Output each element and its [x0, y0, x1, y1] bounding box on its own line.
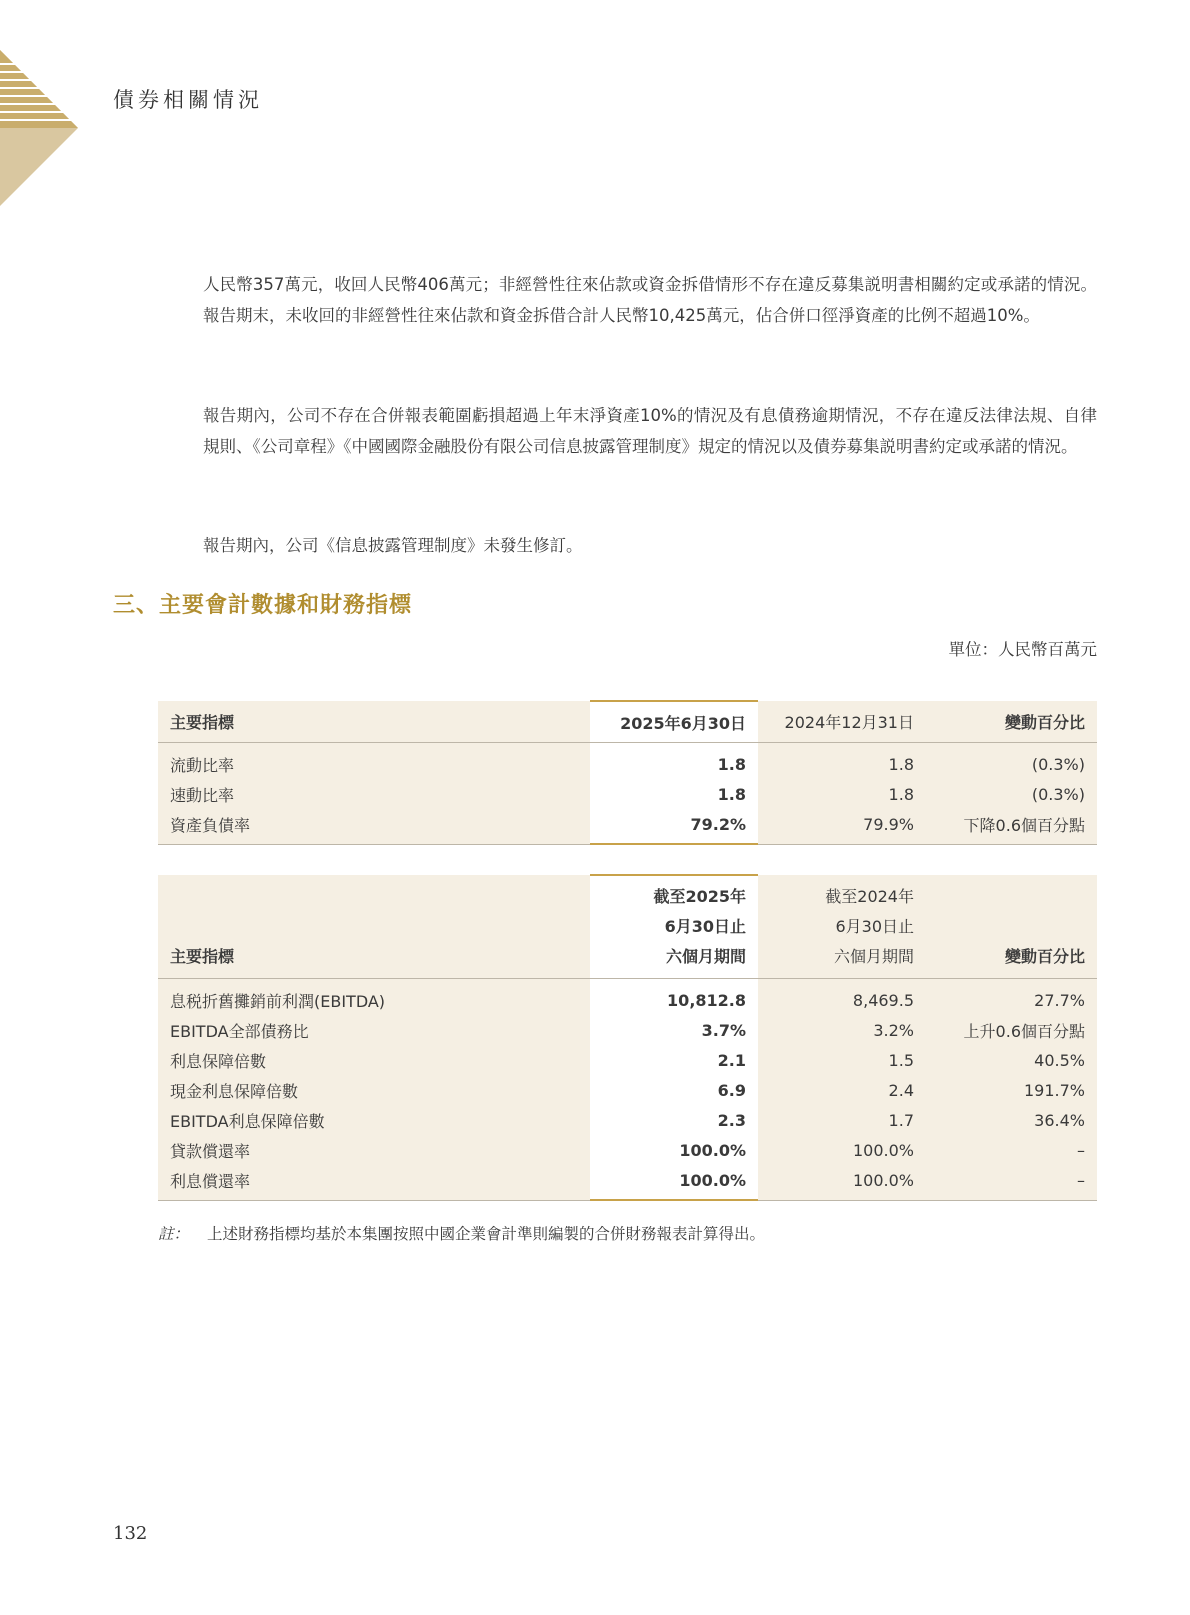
indicator-cell: 貸款償還率: [158, 1135, 590, 1165]
current-value-cell: 100.0%: [590, 1165, 758, 1200]
corner-decoration: [0, 0, 80, 210]
header-line: 6月30日止: [664, 917, 746, 936]
header-line: 6月30日止: [835, 917, 914, 936]
table-row: [158, 1105, 1097, 1135]
table-row: [158, 1075, 1097, 1105]
section-heading: 三、主要會計數據和財務指標: [113, 593, 413, 618]
indicator-cell: 流動比率: [158, 743, 590, 780]
prior-value-cell: 1.8: [758, 779, 926, 809]
change-cell: 191.7%: [926, 1075, 1097, 1105]
change-cell: –: [926, 1135, 1097, 1165]
earnings-ratio-table: [158, 874, 1097, 1201]
indicator-cell: EBITDA全部債務比: [158, 1015, 590, 1045]
page-number: 132: [113, 1523, 148, 1544]
table-header-row: [158, 875, 1097, 979]
change-cell: 27.7%: [926, 979, 1097, 1016]
indicator-cell: 息税折舊攤銷前利潤(EBITDA): [158, 979, 590, 1016]
indicator-cell: 速動比率: [158, 779, 590, 809]
table-row: [158, 1165, 1097, 1200]
table-header-row: [158, 701, 1097, 743]
prior-value-cell: 3.2%: [758, 1015, 926, 1045]
table-row: [158, 1015, 1097, 1045]
header-current-period: [590, 875, 758, 979]
change-cell: (0.3%): [926, 779, 1097, 809]
prior-value-cell: 79.9%: [758, 809, 926, 844]
table-row: [158, 1045, 1097, 1075]
indicator-cell: EBITDA利息保障倍數: [158, 1105, 590, 1135]
page-header-title: 債券相關情況: [113, 88, 263, 112]
current-value-cell: 6.9: [590, 1075, 758, 1105]
header-line: 六個月期間: [833, 947, 914, 966]
current-value-cell: 3.7%: [590, 1015, 758, 1045]
current-value-cell: 100.0%: [590, 1135, 758, 1165]
indicator-cell: 資產負債率: [158, 809, 590, 844]
table-row: [158, 979, 1097, 1016]
indicator-cell: 利息償還率: [158, 1165, 590, 1200]
prior-value-cell: 8,469.5: [758, 979, 926, 1016]
current-value-cell: 2.1: [590, 1045, 758, 1075]
prior-value-cell: 1.7: [758, 1105, 926, 1135]
header-indicator: 主要指標: [158, 875, 590, 979]
table-row: [158, 1135, 1097, 1165]
prior-value-cell: 100.0%: [758, 1135, 926, 1165]
change-cell: –: [926, 1165, 1097, 1200]
footnote-label: 註：: [158, 1225, 190, 1243]
prior-value-cell: 100.0%: [758, 1165, 926, 1200]
paragraph-1: 人民幣357萬元，收回人民幣406萬元；非經營性往來佔款或資金拆借情形不存在違反募集説明書相關約定或承諾的情況。報告期末，未收回的非經營性往來佔款和資金拆借合計人民幣10,425萬元，佔合併口徑淨資產的比例不超過10%。: [203, 275, 1097, 325]
prior-value-cell: 2.4: [758, 1075, 926, 1105]
change-cell: 36.4%: [926, 1105, 1097, 1135]
prior-value-cell: 1.5: [758, 1045, 926, 1075]
header-line: 截至2024年: [825, 887, 914, 906]
current-value-cell: 1.8: [590, 779, 758, 809]
change-cell: 40.5%: [926, 1045, 1097, 1075]
unit-label: 單位：人民幣百萬元: [948, 640, 1097, 659]
current-value-cell: 79.2%: [590, 809, 758, 844]
table-row: [158, 809, 1097, 844]
footnote-text: 上述財務指標均基於本集團按照中國企業會計準則編製的合併財務報表計算得出。: [207, 1225, 766, 1243]
change-cell: 下降0.6個百分點: [926, 809, 1097, 844]
header-change: 變動百分比: [926, 875, 1097, 979]
header-prior-period: 2024年12月31日: [758, 701, 926, 743]
table-row: [158, 779, 1097, 809]
header-prior-period: [758, 875, 926, 979]
paragraph-3: 報告期內，公司《信息披露管理制度》未發生修訂。: [203, 536, 583, 555]
indicator-cell: 現金利息保障倍數: [158, 1075, 590, 1105]
header-indicator: 主要指標: [158, 701, 590, 743]
current-value-cell: 10,812.8: [590, 979, 758, 1016]
current-value-cell: 2.3: [590, 1105, 758, 1135]
change-cell: 上升0.6個百分點: [926, 1015, 1097, 1045]
table-row: [158, 743, 1097, 780]
footnote: [158, 1222, 765, 1244]
header-current-period: 2025年6月30日: [590, 701, 758, 743]
indicator-cell: 利息保障倍數: [158, 1045, 590, 1075]
change-cell: (0.3%): [926, 743, 1097, 780]
header-line: 截至2025年: [653, 887, 746, 906]
header-change: 變動百分比: [926, 701, 1097, 743]
balance-ratio-table: [158, 700, 1097, 845]
prior-value-cell: 1.8: [758, 743, 926, 780]
paragraph-2: 報告期內，公司不存在合併報表範圍虧損超過上年末淨資產10%的情況及有息債務逾期情況，不存在違反法律法規、自律規則、《公司章程》《中國國際金融股份有限公司信息披露管理制度》規定的情況以及債券募集説明書約定或承諾的情況。: [203, 406, 1097, 456]
header-line: 六個月期間: [665, 947, 746, 966]
current-value-cell: 1.8: [590, 743, 758, 780]
